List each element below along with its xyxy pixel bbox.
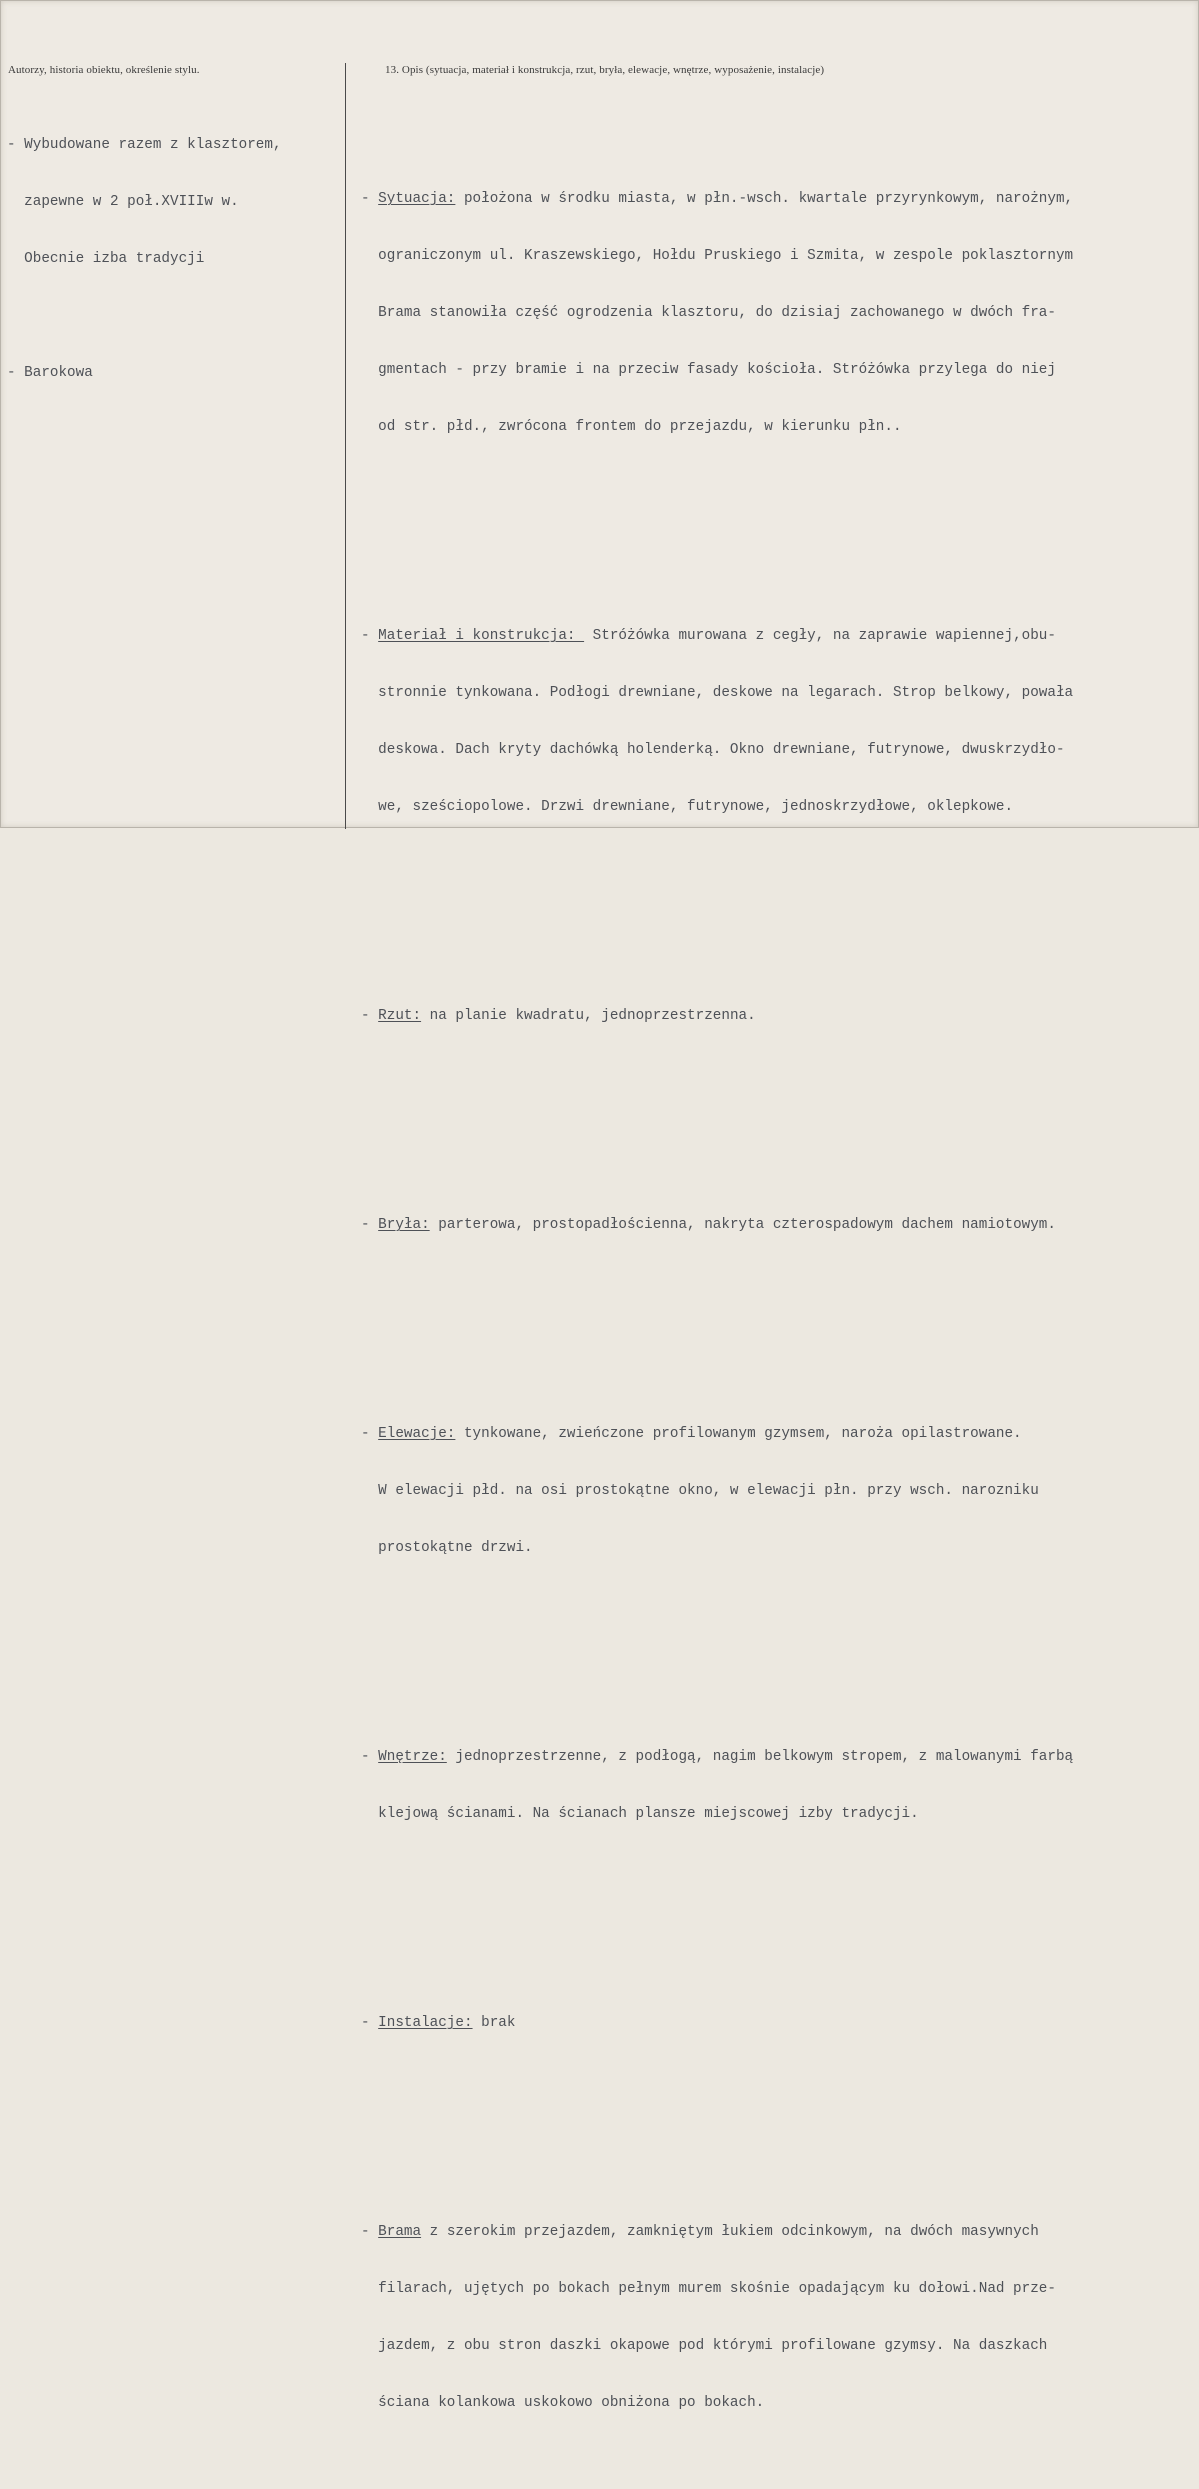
section-instalacje: - Instalacje: brak bbox=[361, 2015, 516, 2031]
section-label: Elewacje: bbox=[378, 1426, 456, 1442]
section-label: Wnętrze: bbox=[378, 1749, 447, 1765]
left-column-header: Autorzy, historia obiektu, określenie stylu. bbox=[8, 64, 200, 76]
column-divider bbox=[345, 63, 346, 829]
history-line: - Wybudowane razem z klasztorem, bbox=[7, 137, 282, 153]
description-column bbox=[361, 95, 1197, 2489]
section-text: W elewacji płd. na osi prostokątne okno, w elewacji płn. przy wsch. narozniku bbox=[378, 1483, 1039, 1499]
section-text: filarach, ujętych po bokach pełnym murem skośnie opadającym ku dołowi.Nad prze- bbox=[378, 2281, 1056, 2297]
section-text: stronnie tynkowana. Podłogi drewniane, deskowe na legarach. Strop belkowy, powała bbox=[378, 685, 1074, 701]
section-text: prostokątne drzwi. bbox=[378, 1540, 533, 1556]
section-text: ograniczonym ul. Kraszewskiego, Hołdu Pruskiego i Szmita, w zespole poklasztornym bbox=[378, 248, 1074, 264]
section-label: Rzut: bbox=[378, 1008, 422, 1024]
section-text: tynkowane, zwieńczone profilowanym gzymsem, naroża opilastrowane. bbox=[455, 1426, 1022, 1442]
section-text: jazdem, z obu stron daszki okapowe pod którymi profilowane gzymsy. Na daszkach bbox=[378, 2338, 1048, 2354]
section-brama: - Brama z szerokim przejazdem, zamkniętym łukiem odcinkowym, na dwóch masywnych filarach, ujętych po bokach pełnym murem skośnie opadającym ku dołowi.Nad prze- jazdem, z obu stron daszki okapowe pod którymi profilowane gzymsy. Na daszkach ściana kolankowa uskokowo obniżona po bokach. bbox=[361, 2224, 1056, 2411]
section-label: Sytuacja: bbox=[378, 191, 456, 207]
section-sytuacja: - Sytuacja: położona w środku miasta, w płn.-wsch. kwartale przyrynkowym, narożnym, ograniczonym ul. Kraszewskiego, Hołdu Pruskiego i Szmita, w zespole poklasztornym Brama stanowiła część ogrodzenia klasztoru, do dzisiaj zachowanego w dwóch fra- gmentach - przy bramie i na przeciw fasady kościoła. Stróżówka przylega do niej od str. płd., zwrócona frontem do przejazdu, w kierunku płn.. bbox=[361, 191, 1074, 435]
section-text: brak bbox=[472, 2015, 516, 2031]
section-label: Bryła: bbox=[378, 1217, 430, 1233]
section-text: klejową ścianami. Na ścianach plansze miejscowej izby tradycji. bbox=[378, 1806, 919, 1822]
section-label: Instalacje: bbox=[378, 2015, 473, 2031]
section-text: we, sześciopolowe. Drzwi drewniane, futrynowe, jednoskrzydłowe, oklepkowe. bbox=[378, 799, 1014, 815]
history-line: zapewne w 2 poł.XVIIIw w. bbox=[7, 194, 239, 210]
section-text: jednoprzestrzenne, z podłogą, nagim belkowym stropem, z malowanymi farbą bbox=[446, 1749, 1074, 1765]
section-rzut: - Rzut: na planie kwadratu, jednoprzestrzenna. bbox=[361, 1008, 756, 1024]
section-label: Brama bbox=[378, 2224, 422, 2240]
section-label: Materiał i konstrukcja: bbox=[378, 628, 585, 644]
section-material: - Materiał i konstrukcja: Stróżówka murowana z cegły, na zaprawie wapiennej,obu- stronnie tynkowana. Podłogi drewniane, deskowe na legarach. Strop belkowy, powała deskowa. Dach kryty dachówką holenderką. Okno drewniane, futrynowe, dwuskrzydło- we, sześciopolowe. Drzwi drewniane, futrynowe, jednoskrzydłowe, oklepkowe. bbox=[361, 628, 1074, 815]
section-elewacje: - Elewacje: tynkowane, zwieńczone profilowanym gzymsem, naroża opilastrowane. W elewacji płd. na osi prostokątne okno, w elewacji płn. przy wsch. narozniku prostokątne drzwi. bbox=[361, 1426, 1039, 1556]
right-column-header: 13. Opis (sytuacja, materiał i konstrukcja, rzut, bryła, elewacje, wnętrze, wyposażenie, instalacje) bbox=[385, 64, 825, 76]
section-text: gmentach - przy bramie i na przeciw fasady kościoła. Stróżówka przylega do niej bbox=[378, 362, 1056, 378]
section-text: Stróżówka murowana z cegły, na zaprawie wapiennej,obu- bbox=[584, 628, 1056, 644]
section-bryla: - Bryła: parterowa, prostopadłościenna, nakryta czterospadowym dachem namiotowym. bbox=[361, 1217, 1056, 1233]
history-style-column bbox=[7, 98, 282, 421]
section-text: deskowa. Dach kryty dachówką holenderką. Okno drewniane, futrynowe, dwuskrzydło- bbox=[378, 742, 1065, 758]
section-text: ściana kolankowa uskokowo obniżona po bokach. bbox=[378, 2395, 765, 2411]
section-text: od str. płd., zwrócona frontem do przejazdu, w kierunku płn.. bbox=[378, 419, 902, 435]
section-text: parterowa, prostopadłościenna, nakryta czterospadowym dachem namiotowym. bbox=[429, 1217, 1056, 1233]
style-line: - Barokowa bbox=[7, 365, 93, 381]
history-line: Obecnie izba tradycji bbox=[7, 251, 205, 267]
section-text: Brama stanowiła część ogrodzenia klasztoru, do dzisiaj zachowanego w dwóch fra- bbox=[378, 305, 1056, 321]
section-wnetrze: - Wnętrze: jednoprzestrzenne, z podłogą, nagim belkowym stropem, z malowanymi farbą klejową ścianami. Na ścianach plansze miejscowej izby tradycji. bbox=[361, 1749, 1074, 1822]
section-text: położona w środku miasta, w płn.-wsch. kwartale przyrynkowym, narożnym, bbox=[455, 191, 1074, 207]
section-text: na planie kwadratu, jednoprzestrzenna. bbox=[421, 1008, 756, 1024]
section-text: z szerokim przejazdem, zamkniętym łukiem odcinkowym, na dwóch masywnych bbox=[421, 2224, 1039, 2240]
